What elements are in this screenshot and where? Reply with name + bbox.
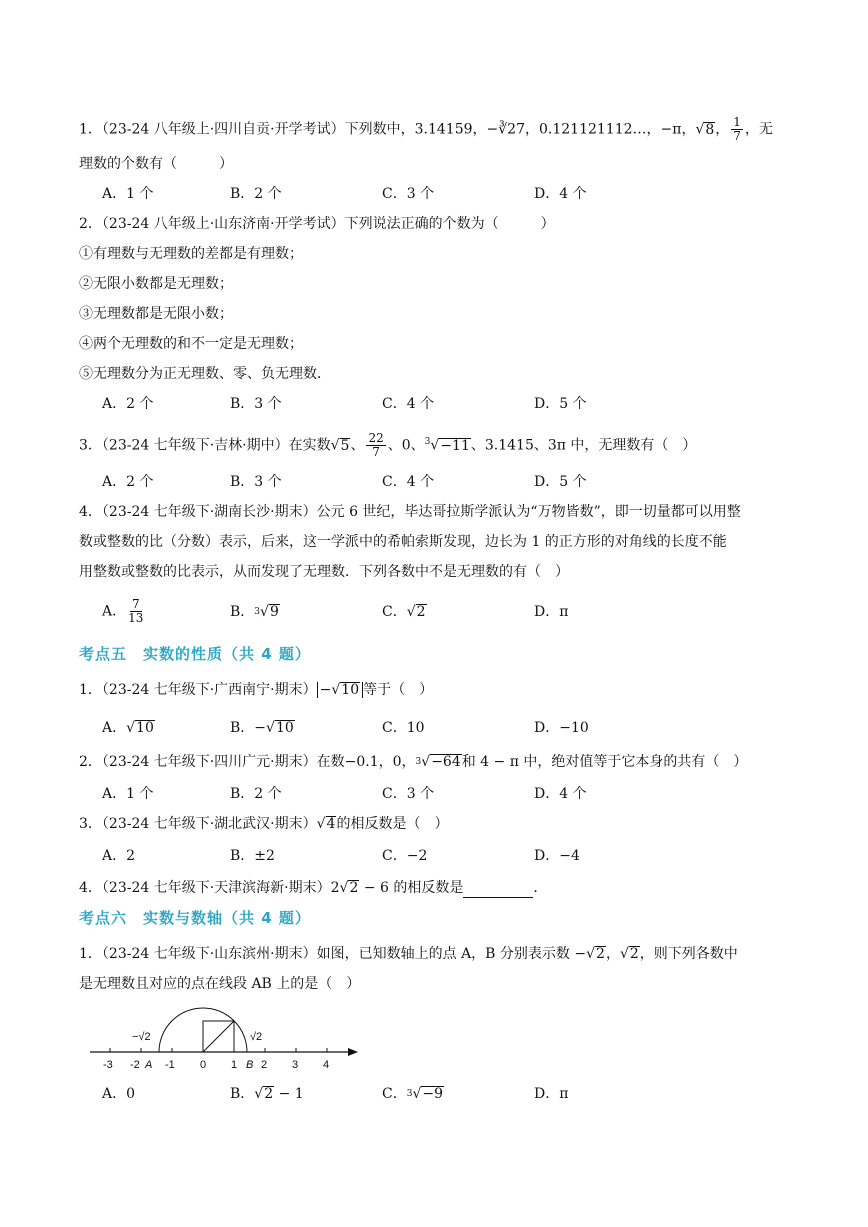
q1-n4: −π， bbox=[660, 121, 696, 138]
s6q1-rad1: 2 bbox=[596, 946, 605, 962]
s5q1-option-c: C．10 bbox=[382, 720, 425, 736]
q1-prefix: 1．（23-24 八年级上·四川自贡·开学考试）下列数中，3.14159， bbox=[79, 121, 487, 138]
q4-line3: 用整数或整数的比表示，从而发现了无理数．下列各数中不是无理数的有（ ） bbox=[79, 564, 569, 580]
s6q1-option-d: D．π bbox=[534, 1086, 569, 1102]
q1-n3: ，0.121121112…， bbox=[524, 121, 661, 138]
q4-option-a-den: 13 bbox=[128, 611, 144, 625]
s5q2-stem: 2．（23-24 七年级下·四川广元·期末）在数−0.1，0，$^3$√−64和 4 − π 中，绝对值等于它本身的共有（ ） bbox=[79, 754, 748, 770]
label-a: A bbox=[145, 1059, 153, 1071]
s5q2-cbrt: −64 bbox=[431, 754, 461, 770]
label-neg-sqrt2: −√2 bbox=[132, 1031, 151, 1043]
q2-item-5: ⑤无理数分为正无理数、零、负无理数． bbox=[79, 366, 331, 382]
s6q1-option-c-label: C． bbox=[382, 1086, 407, 1102]
s5q1-option-b-label: B．− bbox=[230, 720, 267, 736]
q1-n2: −∛27 bbox=[486, 121, 525, 138]
s5q4-prefix: 4．（23-24 七年级下·天津滨海新·期末）2 bbox=[79, 880, 340, 896]
s6q1-option-b: B．√2 − 1 bbox=[230, 1086, 304, 1102]
s6q1-line1: 1．（23-24 七年级下·山东滨州·期末）如图，已知数轴上的点 A，B 分别表示数 −√2，√2，则下列各数中 bbox=[79, 946, 738, 962]
number-line-figure bbox=[80, 1000, 370, 1080]
section-6-title: 考点六 实数与数轴（共 4 题） bbox=[79, 909, 311, 927]
q3-mid: 、0、 bbox=[387, 437, 425, 454]
s6q1-option-c: C．$^3$√−9 bbox=[382, 1086, 444, 1102]
tick-label-4: 4 bbox=[323, 1059, 330, 1071]
s5q1-option-b-rad: 10 bbox=[275, 720, 294, 736]
s6q1-option-c-rad: −9 bbox=[422, 1086, 444, 1102]
s5q1-abs: −√10 bbox=[317, 682, 363, 698]
s5q1-option-a: A．√10 bbox=[102, 720, 154, 736]
tick-label-0: 0 bbox=[200, 1059, 207, 1071]
s6q1-mid: ， bbox=[605, 946, 620, 962]
s5q3-option-b: B．±2 bbox=[230, 848, 275, 864]
q3-suffix: 、3.1415、3π 中，无理数有（ ） bbox=[470, 437, 697, 454]
s5q1-stem bbox=[79, 680, 433, 700]
q4-option-a-label: A． bbox=[102, 603, 127, 620]
q2-option-a: A．2 个 bbox=[102, 396, 154, 412]
s6q1-suffix: ，则下列各数中 bbox=[639, 946, 738, 962]
q2-option-c: C．4 个 bbox=[382, 396, 435, 412]
q1-frac-den: 7 bbox=[733, 129, 741, 143]
q3-option-d: D．5 个 bbox=[534, 474, 587, 490]
q4-option-d: D．π bbox=[534, 604, 569, 620]
q1-frac-num: 1 bbox=[733, 115, 741, 129]
q4-line1: 4．（23-24 七年级下·湖南长沙·期末）公元 6 世纪，毕达哥拉斯学派认为“万物皆数”，即一切量都可以用整 bbox=[79, 504, 741, 520]
tick-label--2: -2 bbox=[130, 1059, 140, 1071]
s5q1-prefix: 1．（23-24 七年级下·广西南宁·期末） bbox=[79, 682, 317, 698]
s5q1-option-a-rad: 10 bbox=[136, 720, 154, 736]
s5q3-suffix: 的相反数是（ ） bbox=[336, 816, 449, 832]
q3-cbrt: −11 bbox=[440, 437, 470, 454]
q4-option-c-rad: 2 bbox=[416, 604, 426, 620]
s5q3-prefix: 3．（23-24 七年级下·湖北武汉·期末） bbox=[79, 816, 317, 832]
tick-label-2: 2 bbox=[261, 1059, 268, 1071]
section-5-title: 考点五 实数的性质（共 4 题） bbox=[79, 645, 311, 663]
q3-sqrt5: 5 bbox=[340, 437, 350, 454]
s5q4-rad: 2 bbox=[349, 880, 359, 896]
s5q3-option-c: C．−2 bbox=[382, 848, 428, 864]
s5q4-suffix: − 6 的相反数是 bbox=[359, 880, 464, 896]
q2-option-b: B．3 个 bbox=[230, 396, 282, 412]
s5q1-abs-rad: 10 bbox=[341, 682, 360, 698]
square-diagonal bbox=[203, 1021, 234, 1052]
q3-option-b: B．3 个 bbox=[230, 474, 282, 490]
s5q2-option-c: C．3 个 bbox=[382, 786, 435, 802]
tick-label-3: 3 bbox=[292, 1059, 299, 1071]
q2-item-3: ③无理数都是无限小数； bbox=[79, 306, 233, 322]
q2-item-4: ④两个无理数的和不一定是无理数； bbox=[79, 336, 303, 352]
q1-sqrt8: 8 bbox=[705, 121, 715, 138]
s5q2-suffix: 和 4 − π 中，绝对值等于它本身的共有（ ） bbox=[461, 754, 748, 770]
s5q3-option-d: D．−4 bbox=[534, 848, 580, 864]
s5q4-answer-blank[interactable] bbox=[463, 883, 533, 898]
q3-frac bbox=[366, 432, 385, 459]
q3-sep1: 、 bbox=[350, 437, 365, 454]
q4-option-b: B．$^3$√9 bbox=[230, 604, 279, 620]
q1-line2: 理数的个数有（ ） bbox=[79, 156, 233, 172]
q1-option-d: D．4 个 bbox=[534, 186, 587, 202]
q2-stem: 2．（23-24 八年级上·山东济南·开学考试）下列说法正确的个数为（ ） bbox=[79, 216, 555, 232]
q4-option-a-num: 7 bbox=[131, 597, 140, 611]
q4-option-b-rad: 9 bbox=[269, 604, 279, 620]
q3-option-a: A．2 个 bbox=[102, 474, 154, 490]
s5q2-option-a: A．1 个 bbox=[102, 786, 154, 802]
s5q1-option-d: D．−10 bbox=[534, 720, 589, 736]
q1-tail: ，无 bbox=[744, 121, 773, 138]
s5q1-suffix: 等于（ ） bbox=[363, 682, 434, 698]
s6q1-prefix: 1．（23-24 七年级下·山东滨州·期末）如图，已知数轴上的点 A，B 分别表示数 − bbox=[79, 946, 587, 962]
q2-option-d: D．5 个 bbox=[534, 396, 587, 412]
s5q3-rad: 4 bbox=[326, 816, 336, 832]
tick-label--3: -3 bbox=[103, 1059, 113, 1071]
s5q3-stem: 3．（23-24 七年级下·湖北武汉·期末）√4的相反数是（ ） bbox=[79, 816, 449, 832]
q4-option-a bbox=[102, 598, 145, 625]
q1-frac bbox=[731, 116, 743, 143]
tick-label--1: -1 bbox=[165, 1059, 175, 1071]
q3-option-c: C．4 个 bbox=[382, 474, 435, 490]
s6q1-option-b-tail: − 1 bbox=[274, 1086, 304, 1102]
q2-item-1: ①有理数与无理数的差都是有理数； bbox=[79, 246, 303, 262]
q3-frac-den: 7 bbox=[372, 445, 380, 459]
q3-frac-num: 22 bbox=[368, 431, 384, 445]
q1-option-b: B．2 个 bbox=[230, 186, 282, 202]
q4-line2: 数或整数的比（分数）表示，后来，这一学派中的希帕索斯发现，边长为 1 的正方形的对角线的长度不能 bbox=[79, 534, 727, 550]
s5q1-option-b: B．−√10 bbox=[230, 720, 294, 736]
label-b: B bbox=[246, 1059, 254, 1071]
s6q1-line2: 是无理数且对应的点在线段 AB 上的是（ ） bbox=[79, 976, 361, 992]
s5q1-option-a-label: A． bbox=[102, 720, 127, 736]
q1-option-c: C．3 个 bbox=[382, 186, 435, 202]
q2-item-2: ②无限小数都是无理数； bbox=[79, 276, 233, 292]
s5q4-end: ． bbox=[533, 880, 548, 896]
s5q2-prefix: 2．（23-24 七年级下·四川广元·期末）在数−0.1，0， bbox=[79, 754, 416, 770]
q1-line1: 1．（23-24 八年级上·四川自贡·开学考试）下列数中，3.14159，−∛27，0.121121112…，−π，√8， $\frac{1}{7}$ ，无 bbox=[79, 115, 773, 143]
tick-label-1: 1 bbox=[231, 1059, 238, 1071]
q3-stem: 3．（23-24 七年级下·吉林·期中）在实数√5、 $\frac{22}{7}$ 、0、$^3$√−11、3.1415、3π 中，无理数有（ ） bbox=[79, 431, 697, 459]
q4-option-c: C．√2 bbox=[382, 604, 426, 620]
s5q4-stem: 4．（23-24 七年级下·天津滨海新·期末）2√2 − 6 的相反数是 ． bbox=[79, 880, 548, 896]
label-sqrt2: √2 bbox=[250, 1031, 263, 1043]
q1-option-a: A．1 个 bbox=[102, 186, 154, 202]
q3-prefix: 3．（23-24 七年级下·吉林·期中）在实数 bbox=[79, 437, 331, 454]
q4-option-a-frac bbox=[128, 598, 143, 625]
s5q3-option-a: A．2 bbox=[102, 848, 136, 864]
s5q2-option-b: B．2 个 bbox=[230, 786, 282, 802]
q4-option-b-label: B． bbox=[230, 604, 255, 620]
s6q1-option-b-label: B． bbox=[230, 1086, 255, 1102]
s5q2-option-d: D．4 个 bbox=[534, 786, 587, 802]
s6q1-option-b-rad: 2 bbox=[264, 1086, 274, 1102]
q4-option-c-label: C． bbox=[382, 604, 407, 620]
s6q1-option-a: A．0 bbox=[102, 1086, 136, 1102]
s6q1-rad2: 2 bbox=[629, 946, 639, 962]
axis-arrow bbox=[348, 1048, 358, 1056]
